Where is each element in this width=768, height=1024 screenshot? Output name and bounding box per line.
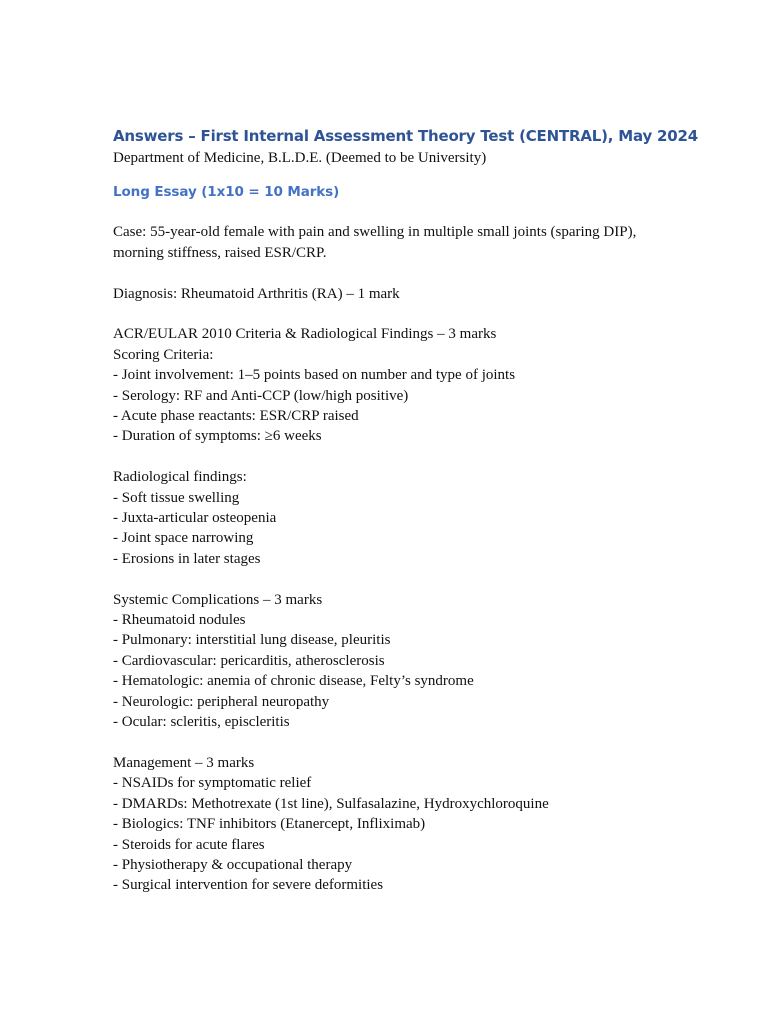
list-item: - Juxta-articular osteopenia: [113, 510, 277, 527]
list-item: - NSAIDs for symptomatic relief: [113, 775, 312, 792]
list-item: - Erosions in later stages: [113, 550, 261, 567]
list-item: - Hematologic: anemia of chronic disease, Felty’s syndrome: [113, 673, 474, 690]
list-item: - Surgical intervention for severe deformities: [113, 877, 384, 894]
spacer: [113, 202, 713, 222]
document-subtitle: Department of Medicine, B.L.D.E. (Deemed to be University): [113, 150, 487, 166]
complications-heading: Systemic Complications – 3 marks: [113, 591, 323, 608]
criteria-heading: ACR/EULAR 2010 Criteria & Radiological Findings – 3 marks: [113, 326, 497, 343]
document-title: Answers – First Internal Assessment Theory Test (CENTRAL), May 2024: [113, 127, 699, 145]
list-item: - Neurologic: peripheral neuropathy: [113, 693, 330, 710]
criteria-subheading: Scoring Criteria:: [113, 346, 214, 363]
list-item: - Ocular: scleritis, episcleritis: [113, 714, 290, 731]
list-item: - DMARDs: Methotrexate (1st line), Sulfasalazine, Hydroxychloroquine: [113, 795, 549, 812]
case-paragraph: [113, 222, 713, 263]
spacer: [113, 447, 713, 467]
list-item: - Duration of symptoms: ≥6 weeks: [113, 428, 322, 445]
spacer: [113, 569, 713, 589]
list-item: - Biologics: TNF inhibitors (Etanercept, Infliximab): [113, 816, 426, 833]
list-item: - Cardiovascular: pericarditis, atherosclerosis: [113, 652, 385, 669]
spacer: [113, 732, 713, 752]
document-content: [113, 124, 713, 896]
list-item: - Serology: RF and Anti-CCP (low/high positive): [113, 387, 409, 404]
list-item: - Joint space narrowing: [113, 530, 254, 547]
spacer: [113, 304, 713, 324]
list-item: - Acute phase reactants: ESR/CRP raised: [113, 408, 359, 425]
list-item: - Pulmonary: interstitial lung disease, pleuritis: [113, 632, 391, 649]
case-line: Case: 55-year-old female with pain and swelling in multiple small joints (sparing DIP),: [113, 224, 637, 241]
radiological-heading: Radiological findings:: [113, 469, 247, 486]
list-item: - Physiotherapy & occupational therapy: [113, 856, 353, 873]
list-item: - Soft tissue swelling: [113, 489, 240, 506]
list-item: - Steroids for acute flares: [113, 836, 265, 853]
list-item: - Rheumatoid nodules: [113, 612, 246, 629]
list-item: - Joint involvement: 1–5 points based on number and type of joints: [113, 367, 516, 384]
diagnosis-line: Diagnosis: Rheumatoid Arthritis (RA) – 1 mark: [113, 285, 400, 302]
case-line: morning stiffness, raised ESR/CRP.: [113, 244, 327, 261]
section-heading-long-essay: Long Essay (1x10 = 10 Marks): [113, 184, 340, 200]
spacer: [113, 263, 713, 283]
management-heading: Management – 3 marks: [113, 754, 255, 771]
